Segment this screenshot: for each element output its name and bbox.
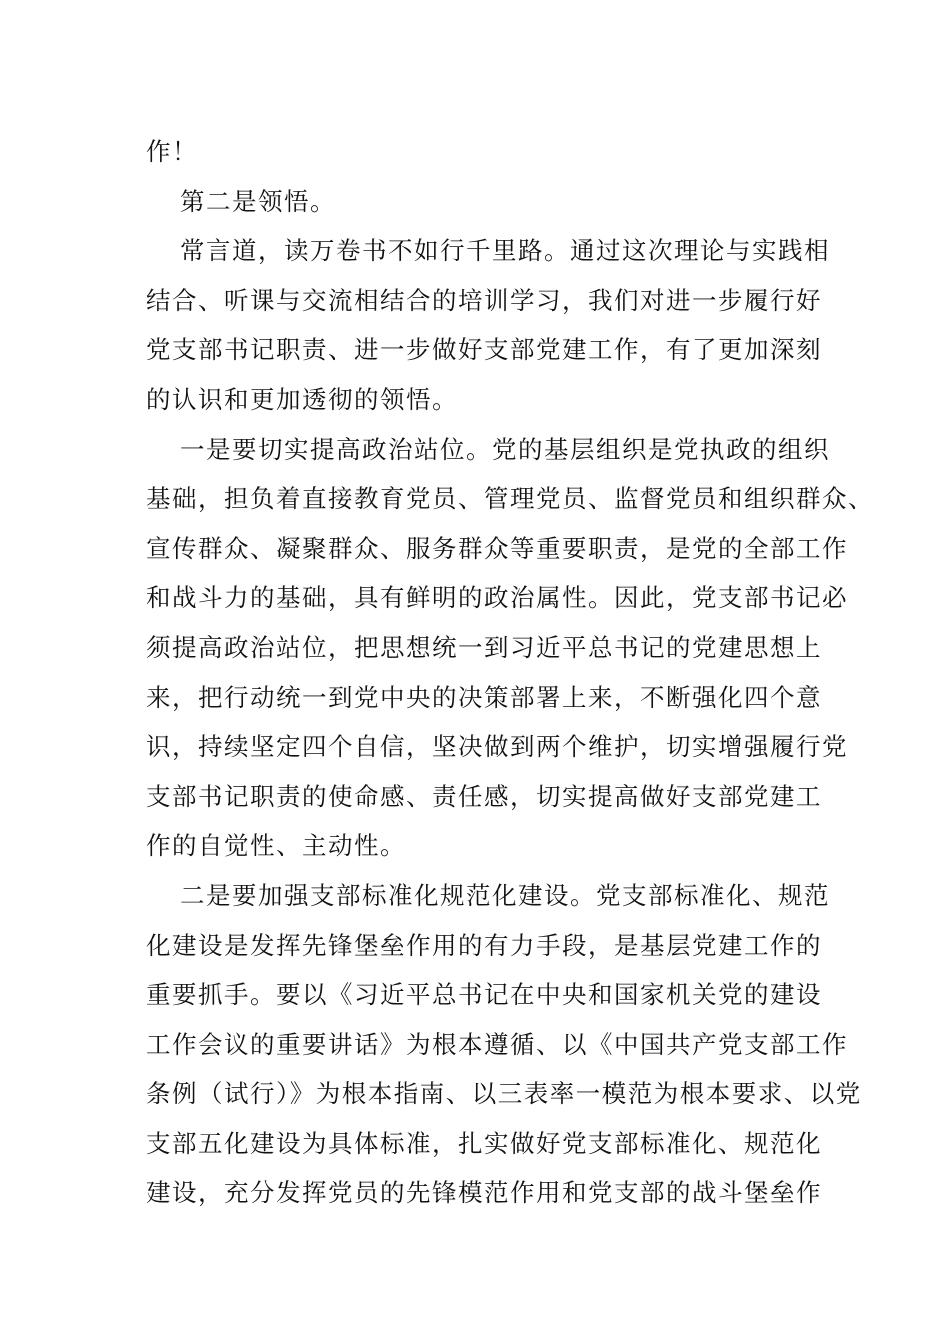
text-line: 作！ bbox=[146, 137, 198, 166]
section-heading: 第二是领悟。 bbox=[180, 186, 336, 216]
body-text bbox=[146, 127, 874, 1218]
text-line: 条例（试行）》为根本指南、以三表率一模范为根本要求、以党 bbox=[146, 1079, 862, 1109]
text-line: 的认识和更加透彻的领悟。 bbox=[146, 384, 458, 414]
text-line: 化建设是发挥先锋堡垒作用的有力手段，是基层党建工作的 bbox=[146, 930, 822, 960]
text-line: 支部五化建设为具体标准，扎实做好党支部标准化、规范化 bbox=[146, 1128, 822, 1158]
text-line: 宣传群众、凝聚群众、服务群众等重要职责，是党的全部工作 bbox=[146, 533, 848, 563]
text-line: 和战斗力的基础，具有鲜明的政治属性。因此，党支部书记必 bbox=[146, 583, 848, 613]
text-line: 识，持续坚定四个自信，坚决做到两个维护，切实增强履行党 bbox=[146, 732, 848, 762]
text-line: 常言道，读万卷书不如行千里路。通过这次理论与实践相 bbox=[180, 236, 830, 266]
text-line: 一是要切实提高政治站位。党的基层组织是党执政的组织 bbox=[180, 434, 830, 464]
text-line: 来，把行动统一到党中央的决策部署上来，不断强化四个意 bbox=[146, 682, 822, 712]
text-line: 须提高政治站位，把思想统一到习近平总书记的党建思想上 bbox=[146, 632, 822, 662]
text-line: 建设，充分发挥党员的先锋模范作用和党支部的战斗堡垒作 bbox=[146, 1178, 822, 1208]
text-line: 重要抓手。要以《习近平总书记在中央和国家机关党的建设 bbox=[146, 980, 822, 1010]
text-line: 作的自觉性、主动性。 bbox=[146, 831, 406, 861]
text-line: 工作会议的重要讲话》为根本遵循、以《中国共产党支部工作 bbox=[146, 1029, 848, 1059]
text-line: 二是要加强支部标准化规范化建设。党支部标准化、规范 bbox=[180, 880, 830, 910]
text-line: 党支部书记职责、进一步做好支部党建工作，有了更加深刻 bbox=[146, 335, 822, 365]
text-line: 支部书记职责的使命感、责任感，切实提高做好支部党建工 bbox=[146, 781, 822, 811]
text-line: 基础，担负着直接教育党员、管理党员、监督党员和组织群众、 bbox=[146, 484, 874, 514]
text-line: 结合、听课与交流相结合的培训学习，我们对进一步履行好 bbox=[146, 285, 822, 315]
